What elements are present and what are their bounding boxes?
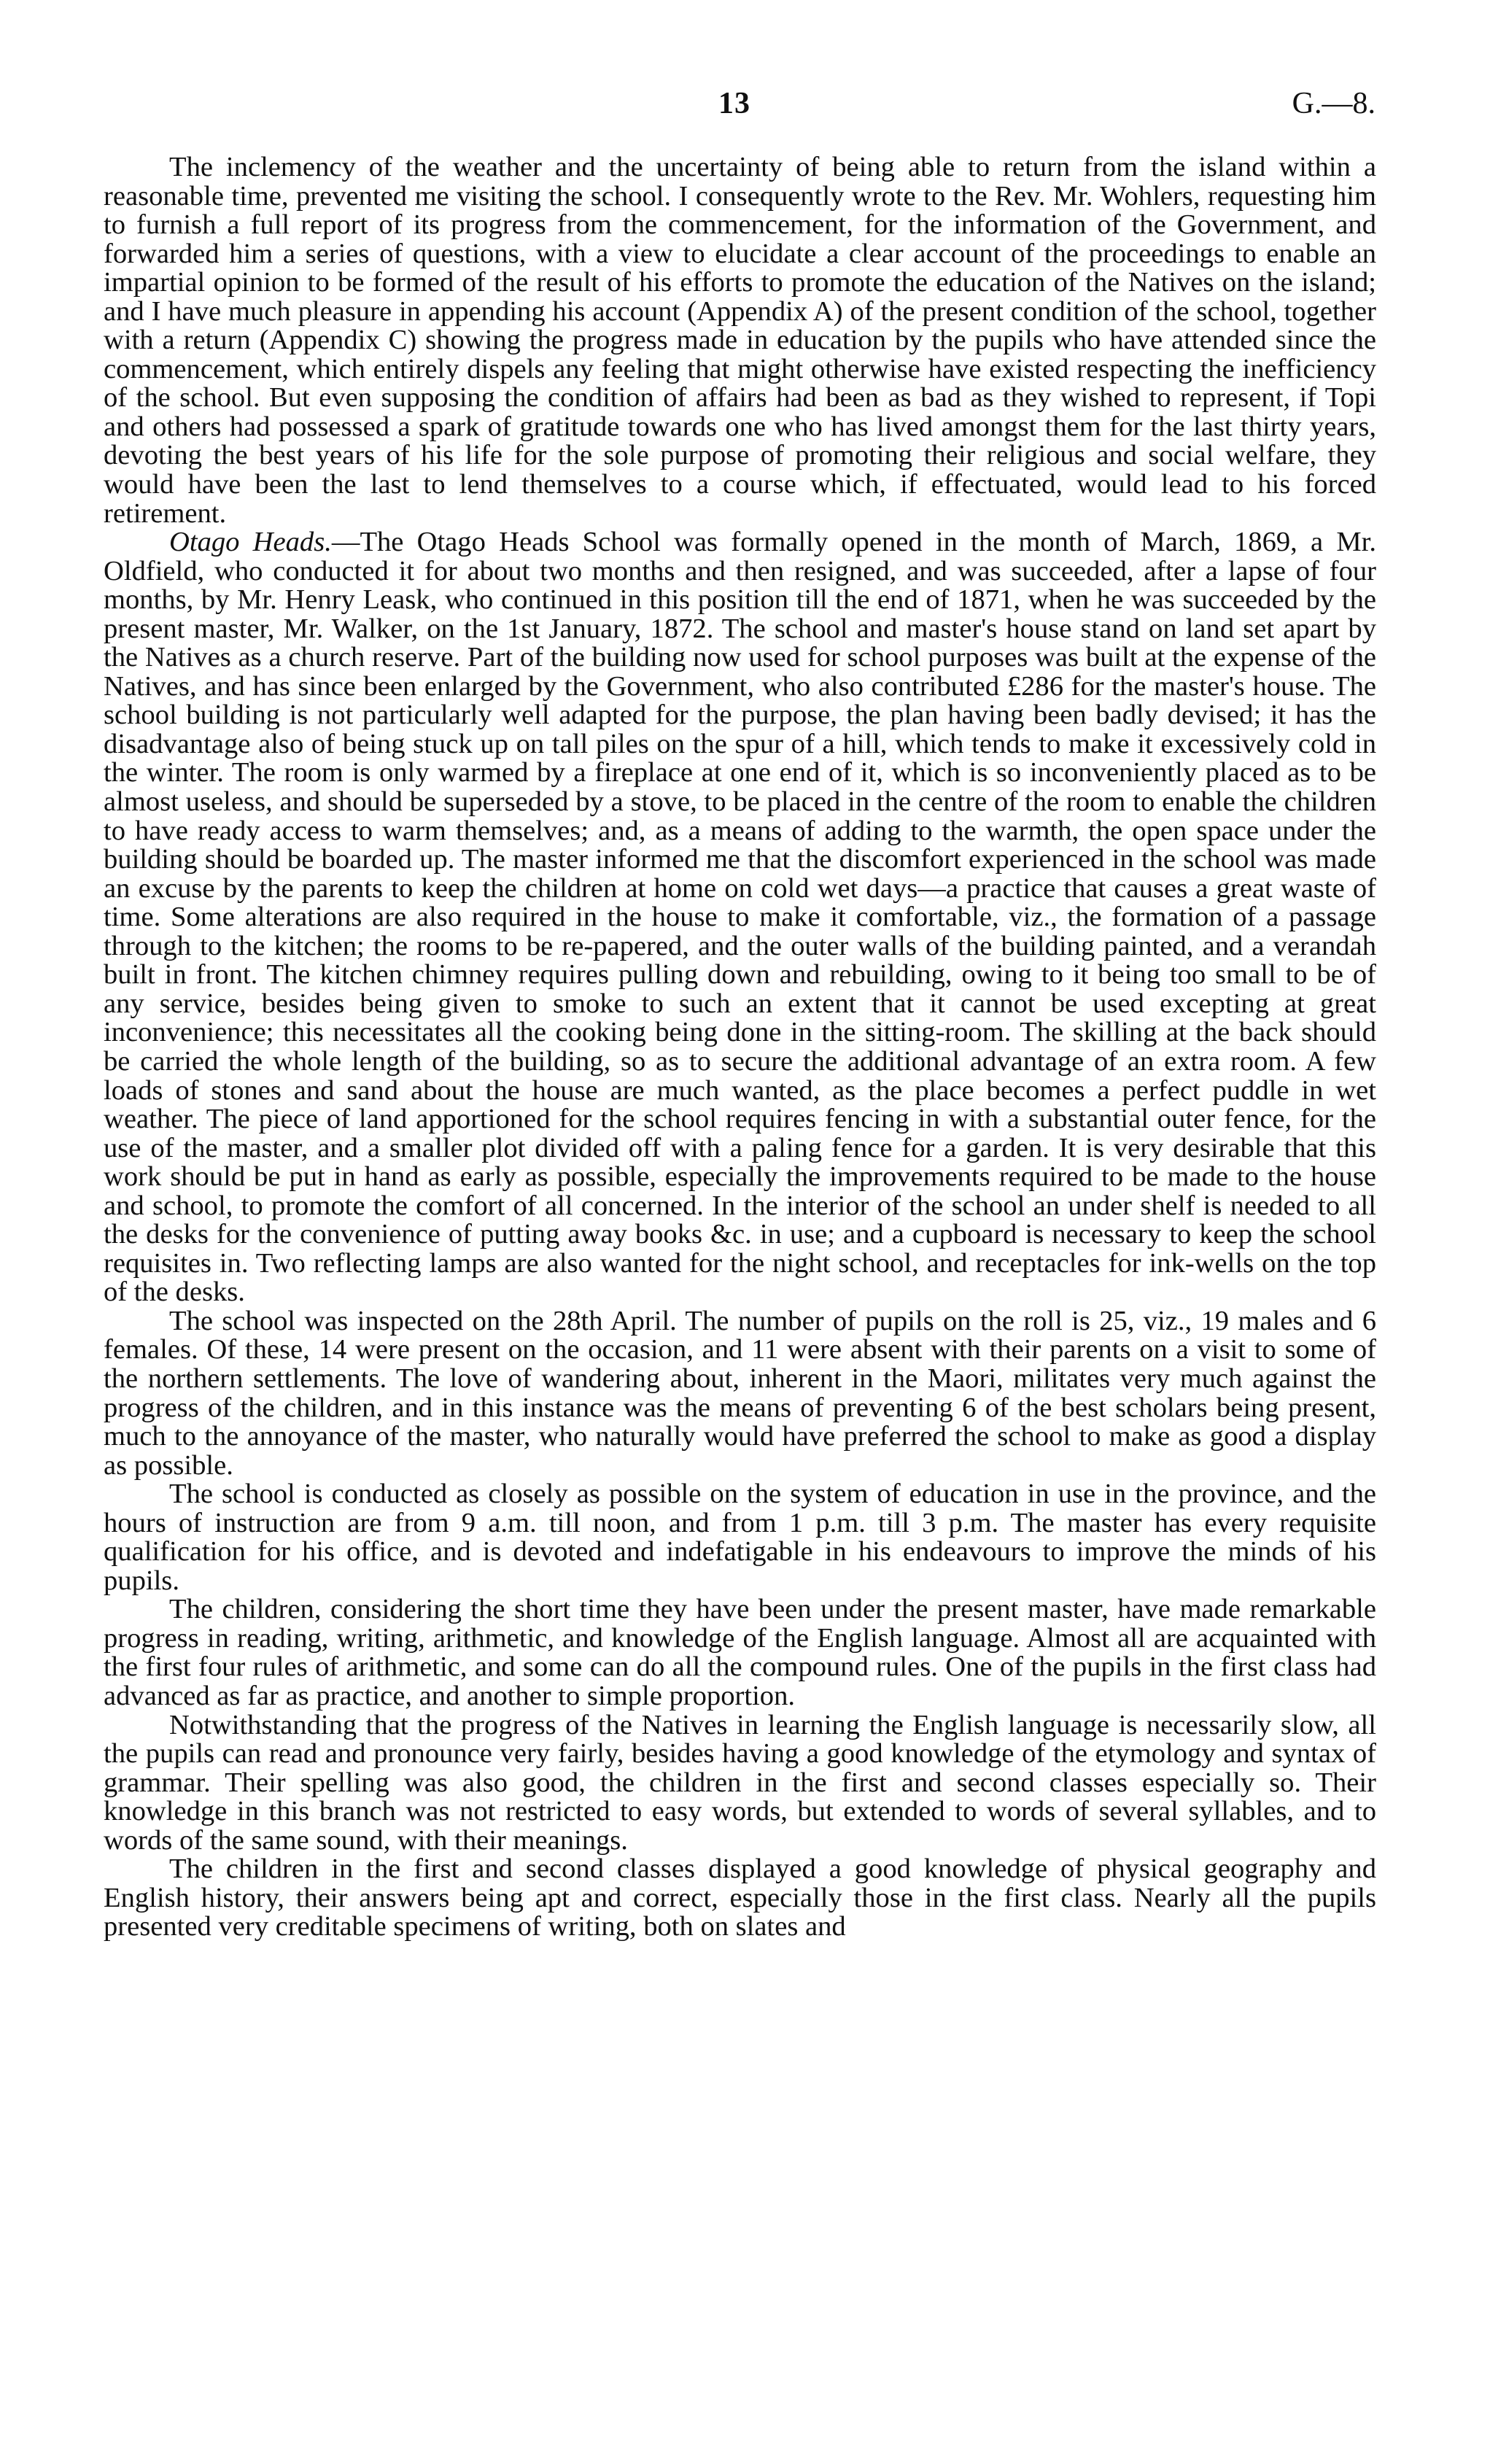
page-header	[0, 86, 1490, 130]
page-number: 13	[718, 87, 750, 120]
paragraph-text: Notwithstanding that the progress of the Natives in learning the English language is necessarily slow, all the pupils can read and pronounce very fairly, besides having a good knowledge of the etymology and syntax of grammar. Their spelling was also good, the children in the first and second classes especially so. Their knowledge in this branch was not restricted to easy words, but extended to words of several syllables, and to words of the same sound, with their meanings.	[104, 1709, 1376, 1856]
paragraph-geography-history	[104, 1855, 1376, 1942]
body-text	[104, 153, 1376, 1942]
paragraph-text: —The Otago Heads School was formally opened in the month of March, 1869, a Mr. Oldfield, who conducted it for about two months and then resigned, and was succeeded, after a lapse of four months, by Mr. Henry Leask, who continued in this position till the end of 1871, when he was succeeded by the present master, Mr. Walker, on the 1st January, 1872. The school and master's house stand on land set apart by the Natives as a church reserve. Part of the building now used for school purposes was built at the expense of the Natives, and has since been enlarged by the Government, who also contributed £286 for the master's house. The school building is not particularly well adapted for the purpose, the plan having been badly devised; it has the disadvantage also of being stuck up on tall piles on the spur of a hill, which tends to make it excessively cold in the winter. The room is only warmed by a fireplace at one end of it, which is so inconveniently placed as to be almost useless, and should be superseded by a stove, to be placed in the centre of the room to enable the children to have ready access to warm themselves; and, as a means of adding to the warmth, the open space under the building should be boarded up. The master informed me that the discomfort experienced in the school was made an excuse by the parents to keep the children at home on cold wet days—a practice that causes a great waste of time. Some alterations are also required in the house to make it comfortable, viz., the formation of a passage through to the kitchen; the rooms to be re-papered, and the outer walls of the building painted, and a verandah built in front. The kitchen chimney requires pulling down and rebuilding, owing to it being too small to be of any service, besides being given to smoke to such an extent that it cannot be used excepting at great inconvenience; this necessitates all the cooking being done in the sitting-room. The skilling at the back should be carried the whole length of the building, so as to secure the additional advantage of an extra room. A few loads of stones and sand about the house are much wanted, as the place becomes a perfect puddle in wet weather. The piece of land apportioned for the school requires fencing in with a substantial outer fence, for the use of the master, and a smaller plot divided off with a paling fence for a garden. It is very desirable that this work should be put in hand as early as possible, especially the improvements required to be made to the house and school, to promote the comfort of all concerned. In the interior of the school an under shelf is needed to all the desks for the convenience of putting away books &c. in use; and a cupboard is necessary to keep the school requisites in. Two reflecting lamps are also wanted for the night school, and receptacles for ink-wells on the top of the desks.	[104, 527, 1376, 1308]
paragraph-instruction-hours	[104, 1480, 1376, 1595]
paragraph-text: The children in the first and second classes displayed a good knowledge of physical geography and English history, their answers being apt and correct, especially those in the first class. Nearly all the pupils presented very creditable specimens of writing, both on slates and	[104, 1853, 1376, 1942]
paragraph-text: The school was inspected on the 28th April. The number of pupils on the roll is 25, viz., 19 males and 6 females. Of these, 14 were present on the occasion, and 11 were absent with their parents on a visit to some of the northern settlements. The love of wandering about, inherent in the Maori, militates very much against the progress of the children, and in this instance was the means of preventing 6 of the best scholars being present, much to the annoyance of the master, who naturally would have preferred the school to make as good a display as possible.	[104, 1305, 1376, 1481]
paragraph-text: The inclemency of the weather and the uncertainty of being able to return from the island within a reasonable time, prevented me visiting the school. I consequently wrote to the Rev. Mr. Wohlers, requesting him to furnish a full report of its progress from the commencement, for the information of the Government, and forwarded him a series of questions, with a view to elucidate a clear account of the proceedings to enable an impartial opinion to be formed of the result of his efforts to promote the education of the Natives on the island; and I have much pleasure in appending his account (Appendix A) of the present condition of the school, together with a return (Appendix C) showing the progress made in education by the pupils who have attended since the commencement, which entirely dispels any feeling that might otherwise have existed respecting the inefficiency of the school. But even supposing the condition of affairs had been as bad as they wished to represent, if Topi and others had possessed a spark of gratitude towards one who has lived amongst them for the last thirty years, devoting the best years of his life for the sole purpose of promoting their religious and social welfare, they would have been the last to lend themselves to a course which, if effectuated, would lead to his forced retirement.	[104, 152, 1376, 529]
paragraph-topi-school	[104, 153, 1376, 528]
paragraph-inspection	[104, 1307, 1376, 1480]
paragraph-text: The children, considering the short time they have been under the present master, have made remarkable progress in reading, writing, arithmetic, and knowledge of the English language. Almost all are acquainted with the first four rules of arithmetic, and some can do all the compound rules. One of the pupils in the first class had advanced as far as practice, and another to simple proportion.	[104, 1594, 1376, 1711]
paragraph-otago-heads	[104, 528, 1376, 1307]
document-reference: G.—8.	[1292, 87, 1375, 120]
section-heading-otago-heads: Otago Heads.	[169, 527, 332, 558]
paragraph-english-language	[104, 1711, 1376, 1856]
paragraph-text: The school is conducted as closely as possible on the system of education in use in the province, and the hours of instruction are from 9 a.m. till noon, and from 1 p.m. till 3 p.m. The master has every requisite qualification for his office, and is devoted and indefatigable in his endeavours to improve the minds of his pupils.	[104, 1479, 1376, 1596]
paragraph-progress	[104, 1595, 1376, 1711]
